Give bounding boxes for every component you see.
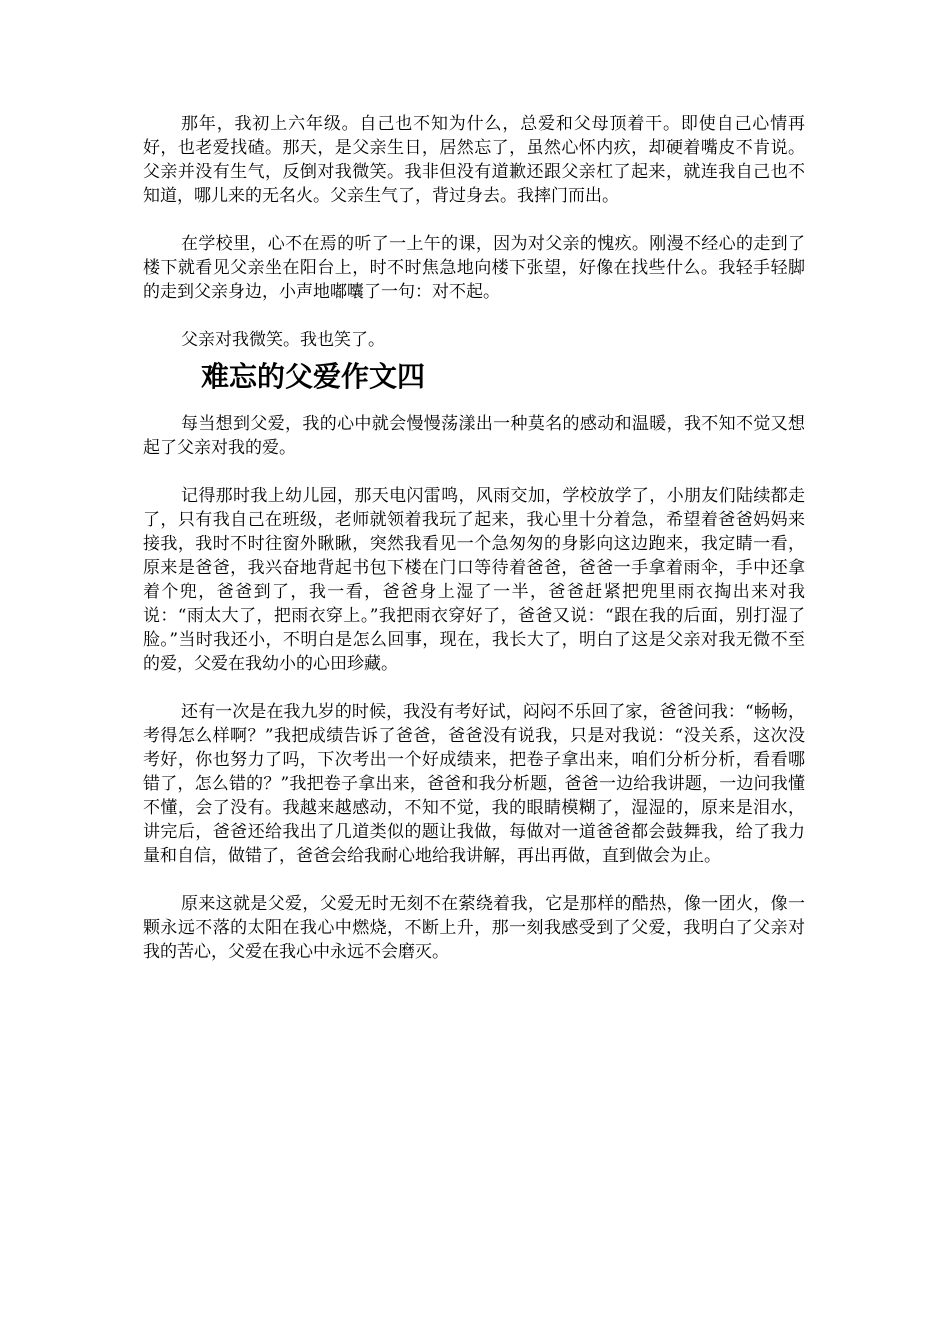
paragraph-gap xyxy=(143,676,805,700)
paragraph-5: 记得那时我上幼儿园，那天电闪雷鸣，风雨交加，学校放学了，小朋友们陆续都走了，只有我自己在班级，老师就领着我玩了起来，我心里十分着急，希望着爸爸妈妈来接我，我时不时往窗外瞅瞅，突然我看见一个急匆匆的身影向这边跑来，我定睛一看，原来是爸爸，我兴奋地背起书包下楼在门口等待着爸爸，爸爸一手拿着雨伞，手中还拿着个兜，爸爸到了，我一看，爸爸身上湿了一半，爸爸赶紧把兜里雨衣掏出来对我说：“雨太大了，把雨衣穿上。”我把雨衣穿好了，爸爸又说：“跟在我的后面，别打湿了脸。”当时我还小，不明白是怎么回事，现在，我长大了，明白了这是父亲对我无微不至的爱，父爱在我幼小的心田珍藏。 xyxy=(143,486,805,674)
heading-gap xyxy=(143,396,805,412)
paragraph-1: 那年，我初上六年级。自己也不知为什么，总爱和父母顶着干。即使自己心情再好，也老爱找碴。那天，是父亲生日，居然忘了，虽然心怀内疚，却硬着嘴皮不肯说。父亲并没有生气，反倒对我微笑。我非但没有道歉还跟父亲杠了起来，就连我自己也不知道，哪儿来的无名火。父亲生气了，背过身去。我摔门而出。 xyxy=(143,114,805,206)
paragraph-gap xyxy=(143,208,805,232)
section-heading: 难忘的父爱作文四 xyxy=(201,360,426,393)
paragraph-gap xyxy=(143,304,805,328)
document-page xyxy=(143,112,805,964)
paragraph-gap xyxy=(143,868,805,892)
paragraph-gap xyxy=(143,460,805,484)
paragraph-2: 在学校里，心不在焉的听了一上午的课，因为对父亲的愧疚。刚漫不经心的走到了楼下就看见父亲坐在阳台上，时不时焦急地向楼下张望，好像在找些什么。我轻手轻脚的走到父亲身边，小声地嘟囔了一句：对不起。 xyxy=(143,234,805,302)
paragraph-6: 还有一次是在我九岁的时候，我没有考好试，闷闷不乐回了家，爸爸问我：“畅畅，考得怎么样啊？”我把成绩告诉了爸爸，爸爸没有说我，只是对我说：“没关系，这次没考好，你也努力了吗，下次考出一个好成绩来，把卷子拿出来，咱们分析分析，看看哪错了，怎么错的？”我把卷子拿出来，爸爸和我分析题，爸爸一边给我讲题，一边问我懂不懂，会了没有。我越来越感动，不知不觉，我的眼睛模糊了，湿湿的，原来是泪水，讲完后，爸爸还给我出了几道类似的题让我做，每做对一道爸爸都会鼓舞我，给了我力量和自信，做错了，爸爸会给我耐心地给我讲解，再出再做，直到做会为止。 xyxy=(143,702,805,866)
paragraph-3: 父亲对我微笑。我也笑了。 xyxy=(181,330,385,350)
paragraph-4: 每当想到父爱，我的心中就会慢慢荡漾出一种莫名的感动和温暖，我不知不觉又想起了父亲对我的爱。 xyxy=(143,414,805,458)
paragraph-7: 原来这就是父爱，父爱无时无刻不在萦绕着我，它是那样的酷热，像一团火，像一颗永远不落的太阳在我心中燃烧，不断上升，那一刻我感受到了父爱，我明白了父亲对我的苦心，父爱在我心中永远不会磨灭。 xyxy=(143,894,805,962)
